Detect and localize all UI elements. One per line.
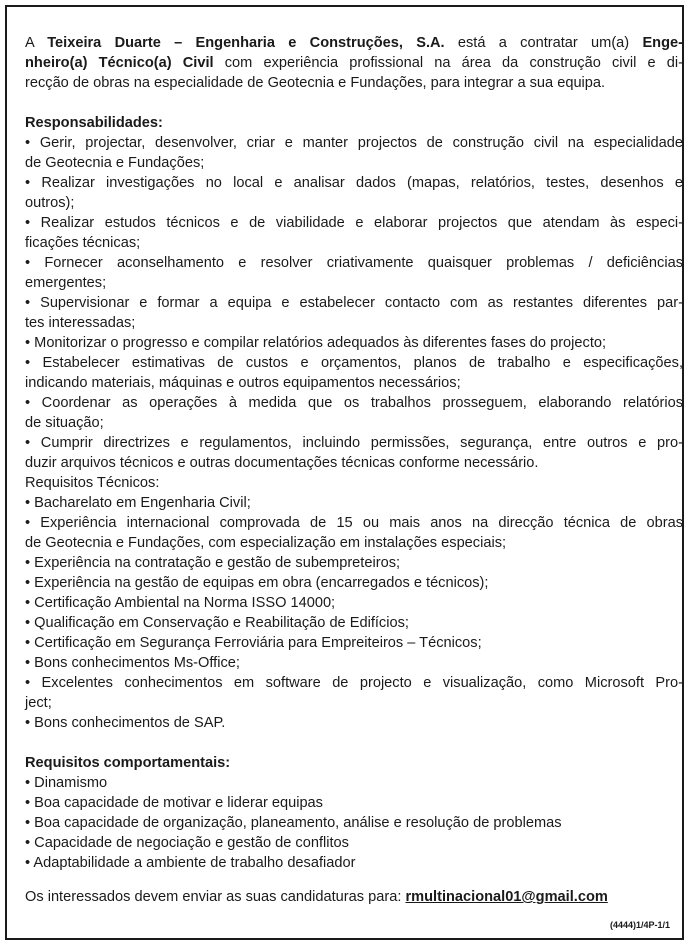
list-item: • Experiência na gestão de equipas em obra (encarregados e técnicos); [25,575,489,591]
responsibilities-heading: Responsabilidades: [25,115,163,131]
list-item-continuation: de Geotecnia e Fundações, com especialização em instalações especiais; [25,535,507,551]
intro-line-2-rest: com experiência profissional na área da construção civil e di- [213,55,683,71]
behavioral-list [25,773,683,873]
list-item: • Cumprir directrizes e regulamentos, incluindo permissões, segurança, entre outros e pro- [25,435,683,451]
job-ad-frame [5,5,684,940]
list-item: • Realizar estudos técnicos e de viabilidade e elaborar projectos que atendam às especi- [25,215,683,231]
list-item: • Certificação Ambiental na Norma ISSO 14000; [25,595,336,611]
company-name: Teixeira Duarte – Engenharia e Construções, S.A. [47,35,445,51]
list-item-continuation: outros); [25,195,75,211]
list-item: • Gerir, projectar, desenvolver, criar e manter projectos de construção civil na especialidade [25,135,683,151]
list-item: • Coordenar as operações à medida que os trabalhos prosseguem, elaborando relatórios [25,395,683,411]
role-title-part1: Enge- [642,35,683,51]
list-item: • Monitorizar o progresso e compilar relatórios adequados às diferentes fases do projecto; [25,335,607,351]
list-item: • Capacidade de negociação e gestão de conflitos [25,835,349,851]
list-item: • Estabelecer estimativas de custos e orçamentos, planos de trabalho e especificações, [25,355,683,371]
contact-text: Os interessados devem enviar as suas candidaturas para: [25,889,406,905]
list-item-continuation: ficações técnicas; [25,235,141,251]
intro-middle: está a contratar um(a) [444,35,643,51]
intro-prefix: A [25,35,48,51]
list-item-continuation: indicando materiais, máquinas e outros equipamentos necessários; [25,375,461,391]
list-item-continuation: ject; [25,695,52,711]
intro-line-3: recção de obras na especialidade de Geotecnia e Fundações, para integrar a sua equipa. [25,75,606,91]
job-ad-content [25,33,683,907]
contact-email-link[interactable]: rmultinacional01@gmail.com [405,889,608,905]
role-title-part2: nheiro(a) Técnico(a) Civil [25,55,214,71]
list-item: • Bons conhecimentos de SAP. [25,715,226,731]
list-item: • Bons conhecimentos Ms-Office; [25,655,240,671]
list-item: • Dinamismo [25,775,108,791]
technical-heading: Requisitos Técnicos: [25,475,160,491]
list-item-continuation: de situação; [25,415,104,431]
contact-line [25,887,683,907]
reference-code: (4444)1/4P-1/1 [609,920,670,930]
spacer [25,873,683,887]
list-item: • Excelentes conhecimentos em software de projecto e visualização, como Microsoft Pro- [25,675,683,691]
list-item: • Bacharelato em Engenharia Civil; [25,495,251,511]
list-item-continuation: tes interessadas; [25,315,136,331]
list-item: • Realizar investigações no local e analisar dados (mapas, relatórios, testes, desenhos e [25,175,683,191]
list-item-continuation: de Geotecnia e Fundações; [25,155,205,171]
list-item: • Supervisionar e formar a equipa e estabelecer contacto com as restantes diferentes par- [25,295,683,311]
intro-line-2 [25,53,683,73]
list-item: • Adaptabilidade a ambiente de trabalho desafiador [25,855,356,871]
list-item: • Experiência internacional comprovada de 15 ou mais anos na direcção técnica de obras [25,515,683,531]
list-item: • Fornecer aconselhamento e resolver criativamente quaisquer problemas / deficiências [25,255,683,271]
list-item: • Experiência na contratação e gestão de subempreteiros; [25,555,401,571]
list-item-continuation: duzir arquivos técnicos e outras documentações técnicas conforme necessário. [25,455,539,471]
technical-list [25,493,683,733]
list-item: • Certificação em Segurança Ferroviária para Empreiteiros – Técnicos; [25,635,482,651]
list-item: • Boa capacidade de organização, planeamento, análise e resolução de problemas [25,815,562,831]
list-item: • Boa capacidade de motivar e liderar equipas [25,795,323,811]
behavioral-heading: Requisitos comportamentais: [25,755,231,771]
spacer [25,733,683,753]
intro-line-1 [25,33,683,53]
list-item: • Qualificação em Conservação e Reabilitação de Edifícios; [25,615,409,631]
list-item-continuation: emergentes; [25,275,107,291]
responsibilities-list [25,133,683,473]
intro-paragraph [25,33,683,93]
spacer [25,93,683,113]
